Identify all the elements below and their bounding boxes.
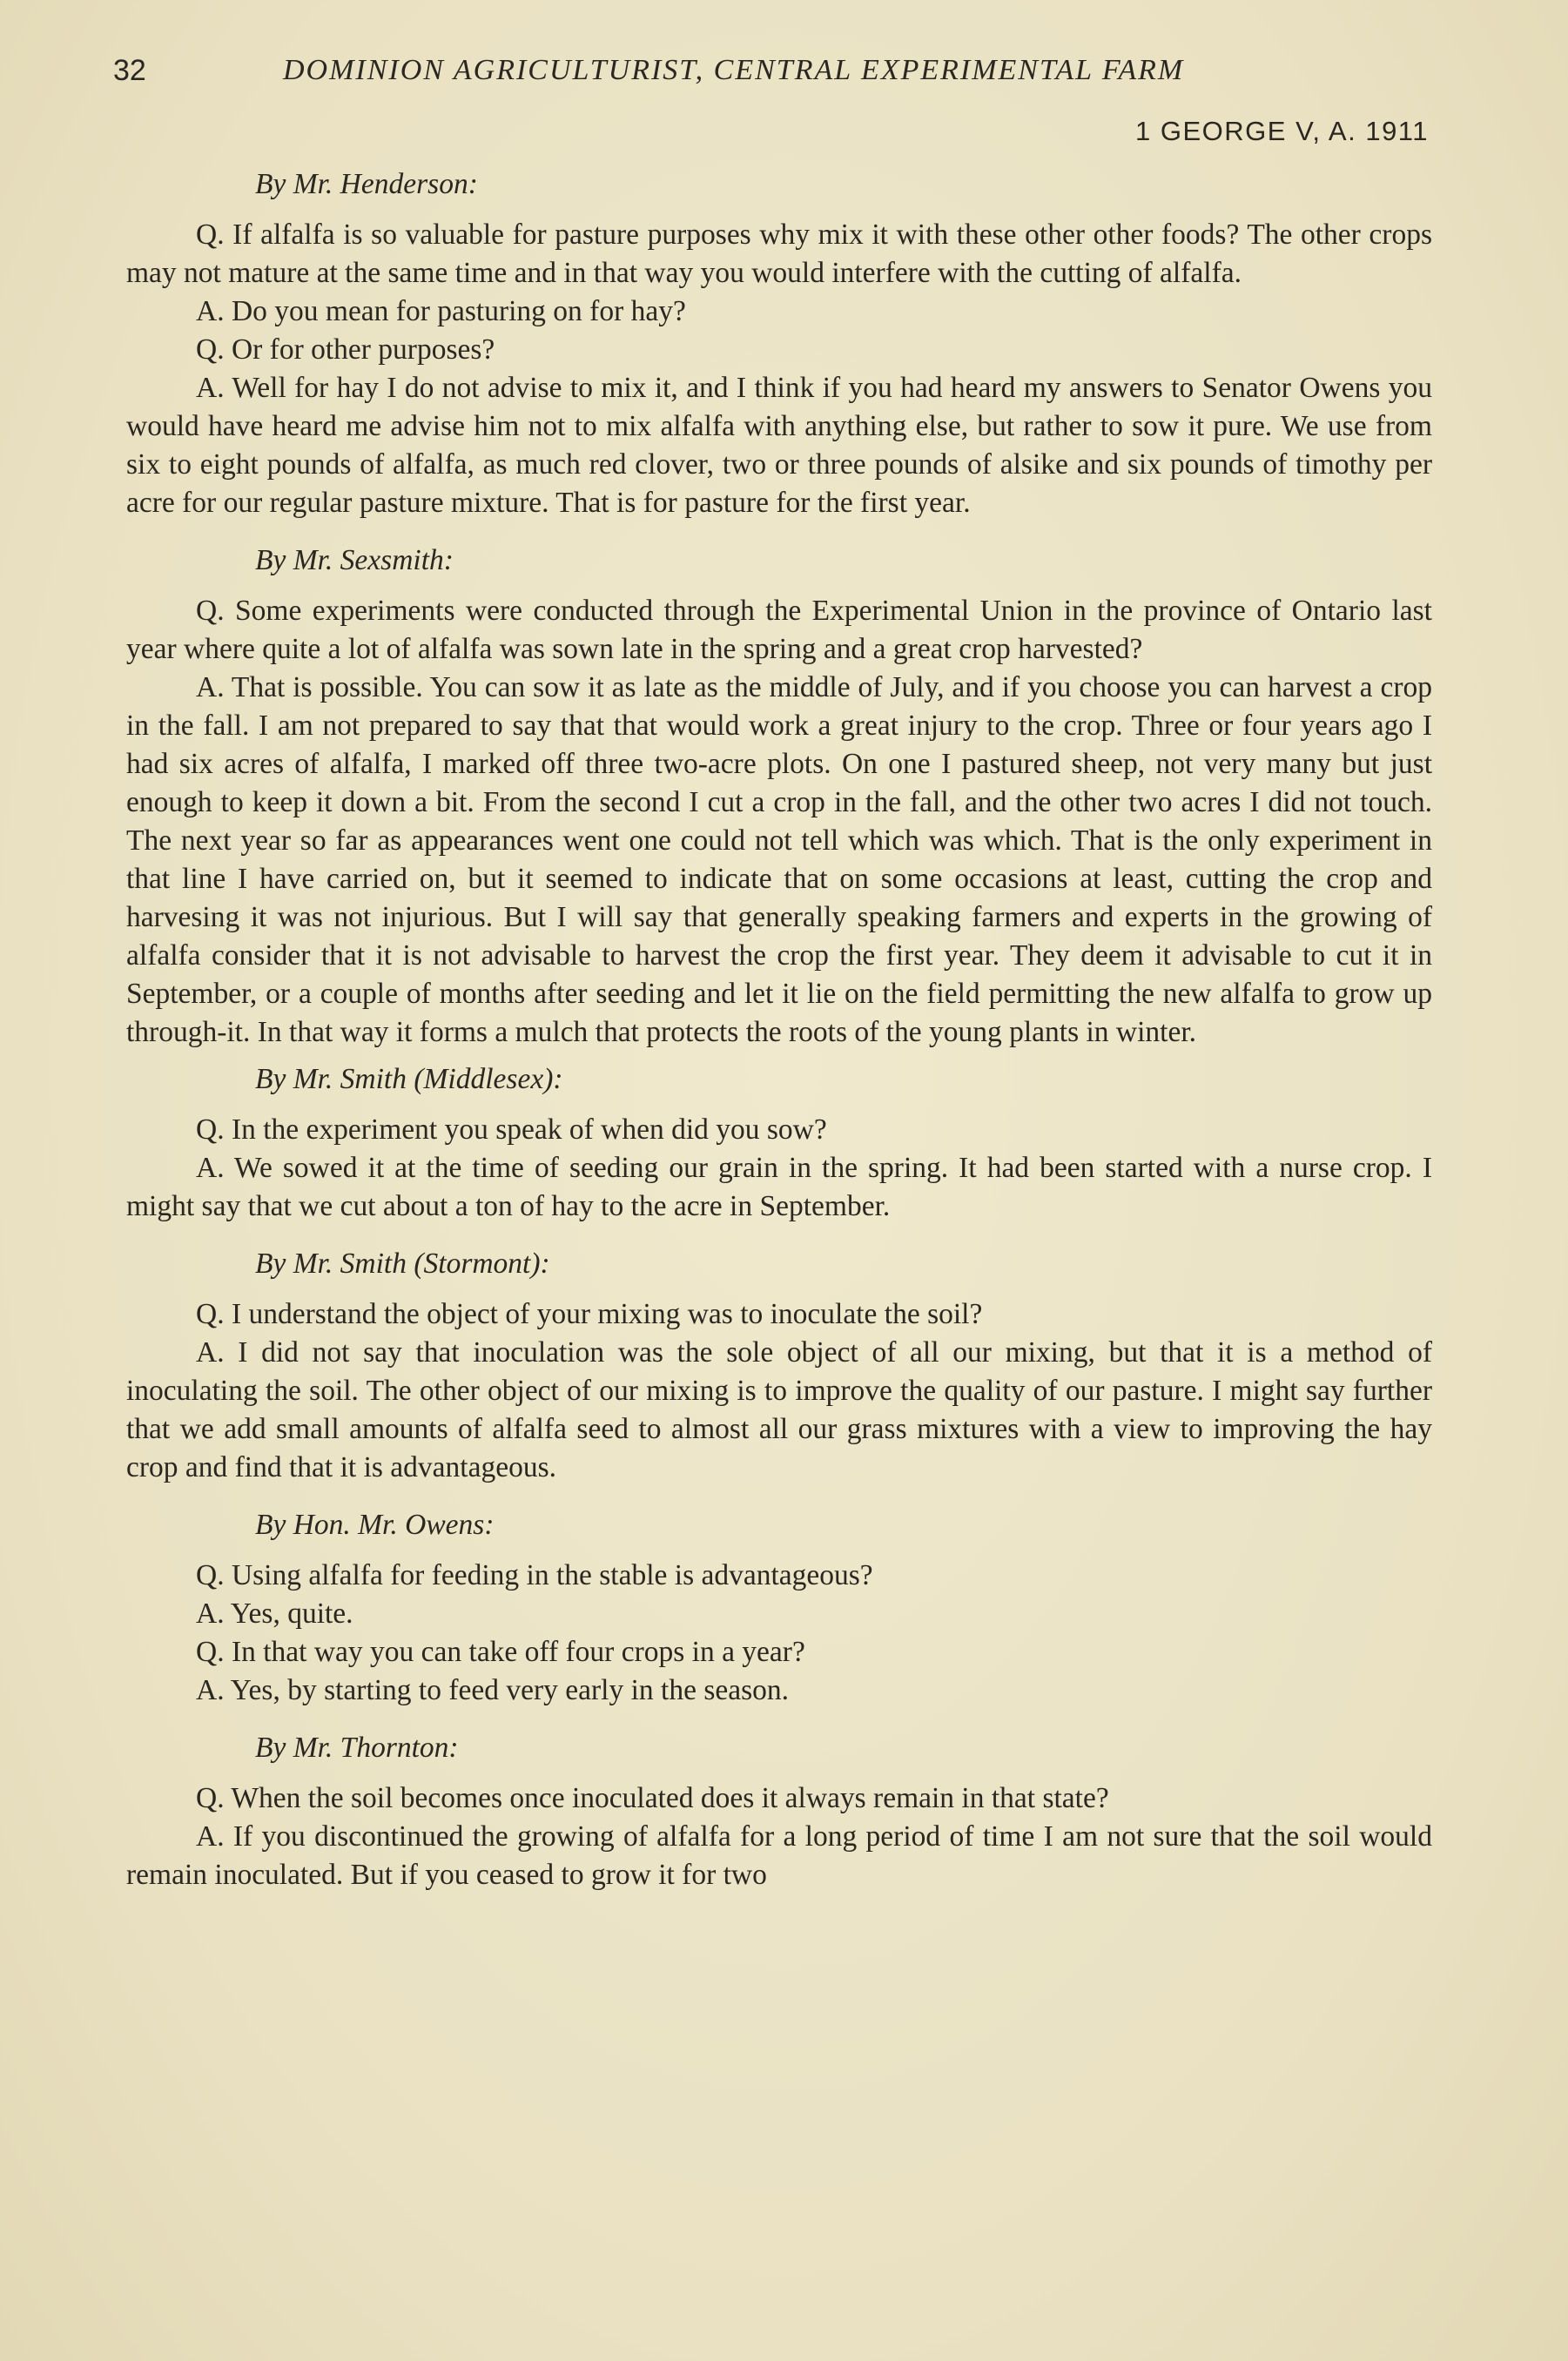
answer-paragraph: A. Yes, by starting to feed very early in the season. <box>196 1674 790 1706</box>
question-paragraph: Q. When the soil becomes once inoculated does it always remain in that state? <box>196 1782 1109 1814</box>
speaker-heading: By Mr. Smith (Stormont): <box>255 1248 550 1280</box>
answer-paragraph: A. I did not say that inoculation was the sole object of all our mixing, but that it is a method of inoculating the soil. The other object of our mixing is to improve the quality of our pasture. I might say further that we add small amounts of alfalfa seed to almost all our grass mixtures with a view to improving the hay crop and find that it is advantageous. <box>126 1336 1432 1483</box>
speaker-heading: By Mr. Sexsmith: <box>255 544 454 576</box>
speaker-heading: By Mr. Thornton: <box>255 1732 459 1764</box>
question-paragraph: Q. In that way you can take off four crops in a year? <box>196 1636 805 1668</box>
session-reference: 1 GEORGE V, A. 1911 <box>1135 116 1429 146</box>
running-title: DOMINION AGRICULTURIST, CENTRAL EXPERIMENTAL FARM <box>283 54 1185 86</box>
answer-paragraph: A. Yes, quite. <box>196 1598 353 1630</box>
question-paragraph: Q. Some experiments were conducted through the Experimental Union in the province of Ontario last year where quite a lot of alfalfa was sown late in the spring and a great crop harvested? <box>126 595 1432 665</box>
answer-paragraph: A. Do you mean for pasturing on for hay? <box>196 295 686 327</box>
question-paragraph: Q. Or for other purposes? <box>196 333 495 366</box>
speaker-heading: By Mr. Smith (Middlesex): <box>255 1063 563 1095</box>
question-paragraph: Q. If alfalfa is so valuable for pasture purposes why mix it with these other other foods? The other crops may not mature at the same time and in that way you would interfere with the cutting of alfalfa. <box>126 219 1432 289</box>
answer-paragraph: A. We sowed it at the time of seeding our grain in the spring. It had been started with a nurse crop. I might say that we cut about a ton of hay to the acre in September. <box>126 1152 1432 1222</box>
question-paragraph: Q. I understand the object of your mixing was to inoculate the soil? <box>196 1298 983 1330</box>
answer-paragraph: A. Well for hay I do not advise to mix it, and I think if you had heard my answers to Senator Owens you would have heard me advise him not to mix alfalfa with anything else, but rather to sow it pure. We use from six to eight pounds of alfalfa, as much red clover, two or three pounds of alsike and six pounds of timothy per acre for our regular pasture mixture. That is for pasture for the first year. <box>126 372 1432 519</box>
page-header <box>113 54 1437 98</box>
question-paragraph: Q. In the experiment you speak of when did you sow? <box>196 1113 827 1146</box>
page-number: 32 <box>113 54 146 87</box>
question-paragraph: Q. Using alfalfa for feeding in the stable is advantageous? <box>196 1559 873 1591</box>
speaker-heading: By Hon. Mr. Owens: <box>255 1509 495 1541</box>
testimony-body <box>126 165 1432 1894</box>
speaker-heading: By Mr. Henderson: <box>255 168 478 200</box>
answer-paragraph: A. If you discontinued the growing of alfalfa for a long period of time I am not sure that the soil would remain inoculated. But if you ceased to grow it for two <box>126 1820 1432 1891</box>
answer-paragraph: A. That is possible. You can sow it as late as the middle of July, and if you choose you can harvest a crop in the fall. I am not prepared to say that that would work a great injury to the crop. Three or four years ago I had six acres of alfalfa, I marked off three two-acre plots. On one I pastured sheep, not very many but just enough to keep it down a bit. From the second I cut a crop in the fall, and the other two acres I did not touch. The next year so far as appearances went one could not tell which was which. That is the only experiment in that line I have carried on, but it seemed to indicate that on some occasions at least, cutting the crop and harvesing it was not injurious. But I will say that generally speaking farmers and experts in the growing of alfalfa consider that it is not advisable to harvest the crop the first year. They deem it advisable to cut it in September, or a couple of months after seeding and let it lie on the field permitting the new alfalfa to grow up through-it. In that way it forms a mulch that protects the roots of the young plants in winter. <box>126 671 1432 1048</box>
